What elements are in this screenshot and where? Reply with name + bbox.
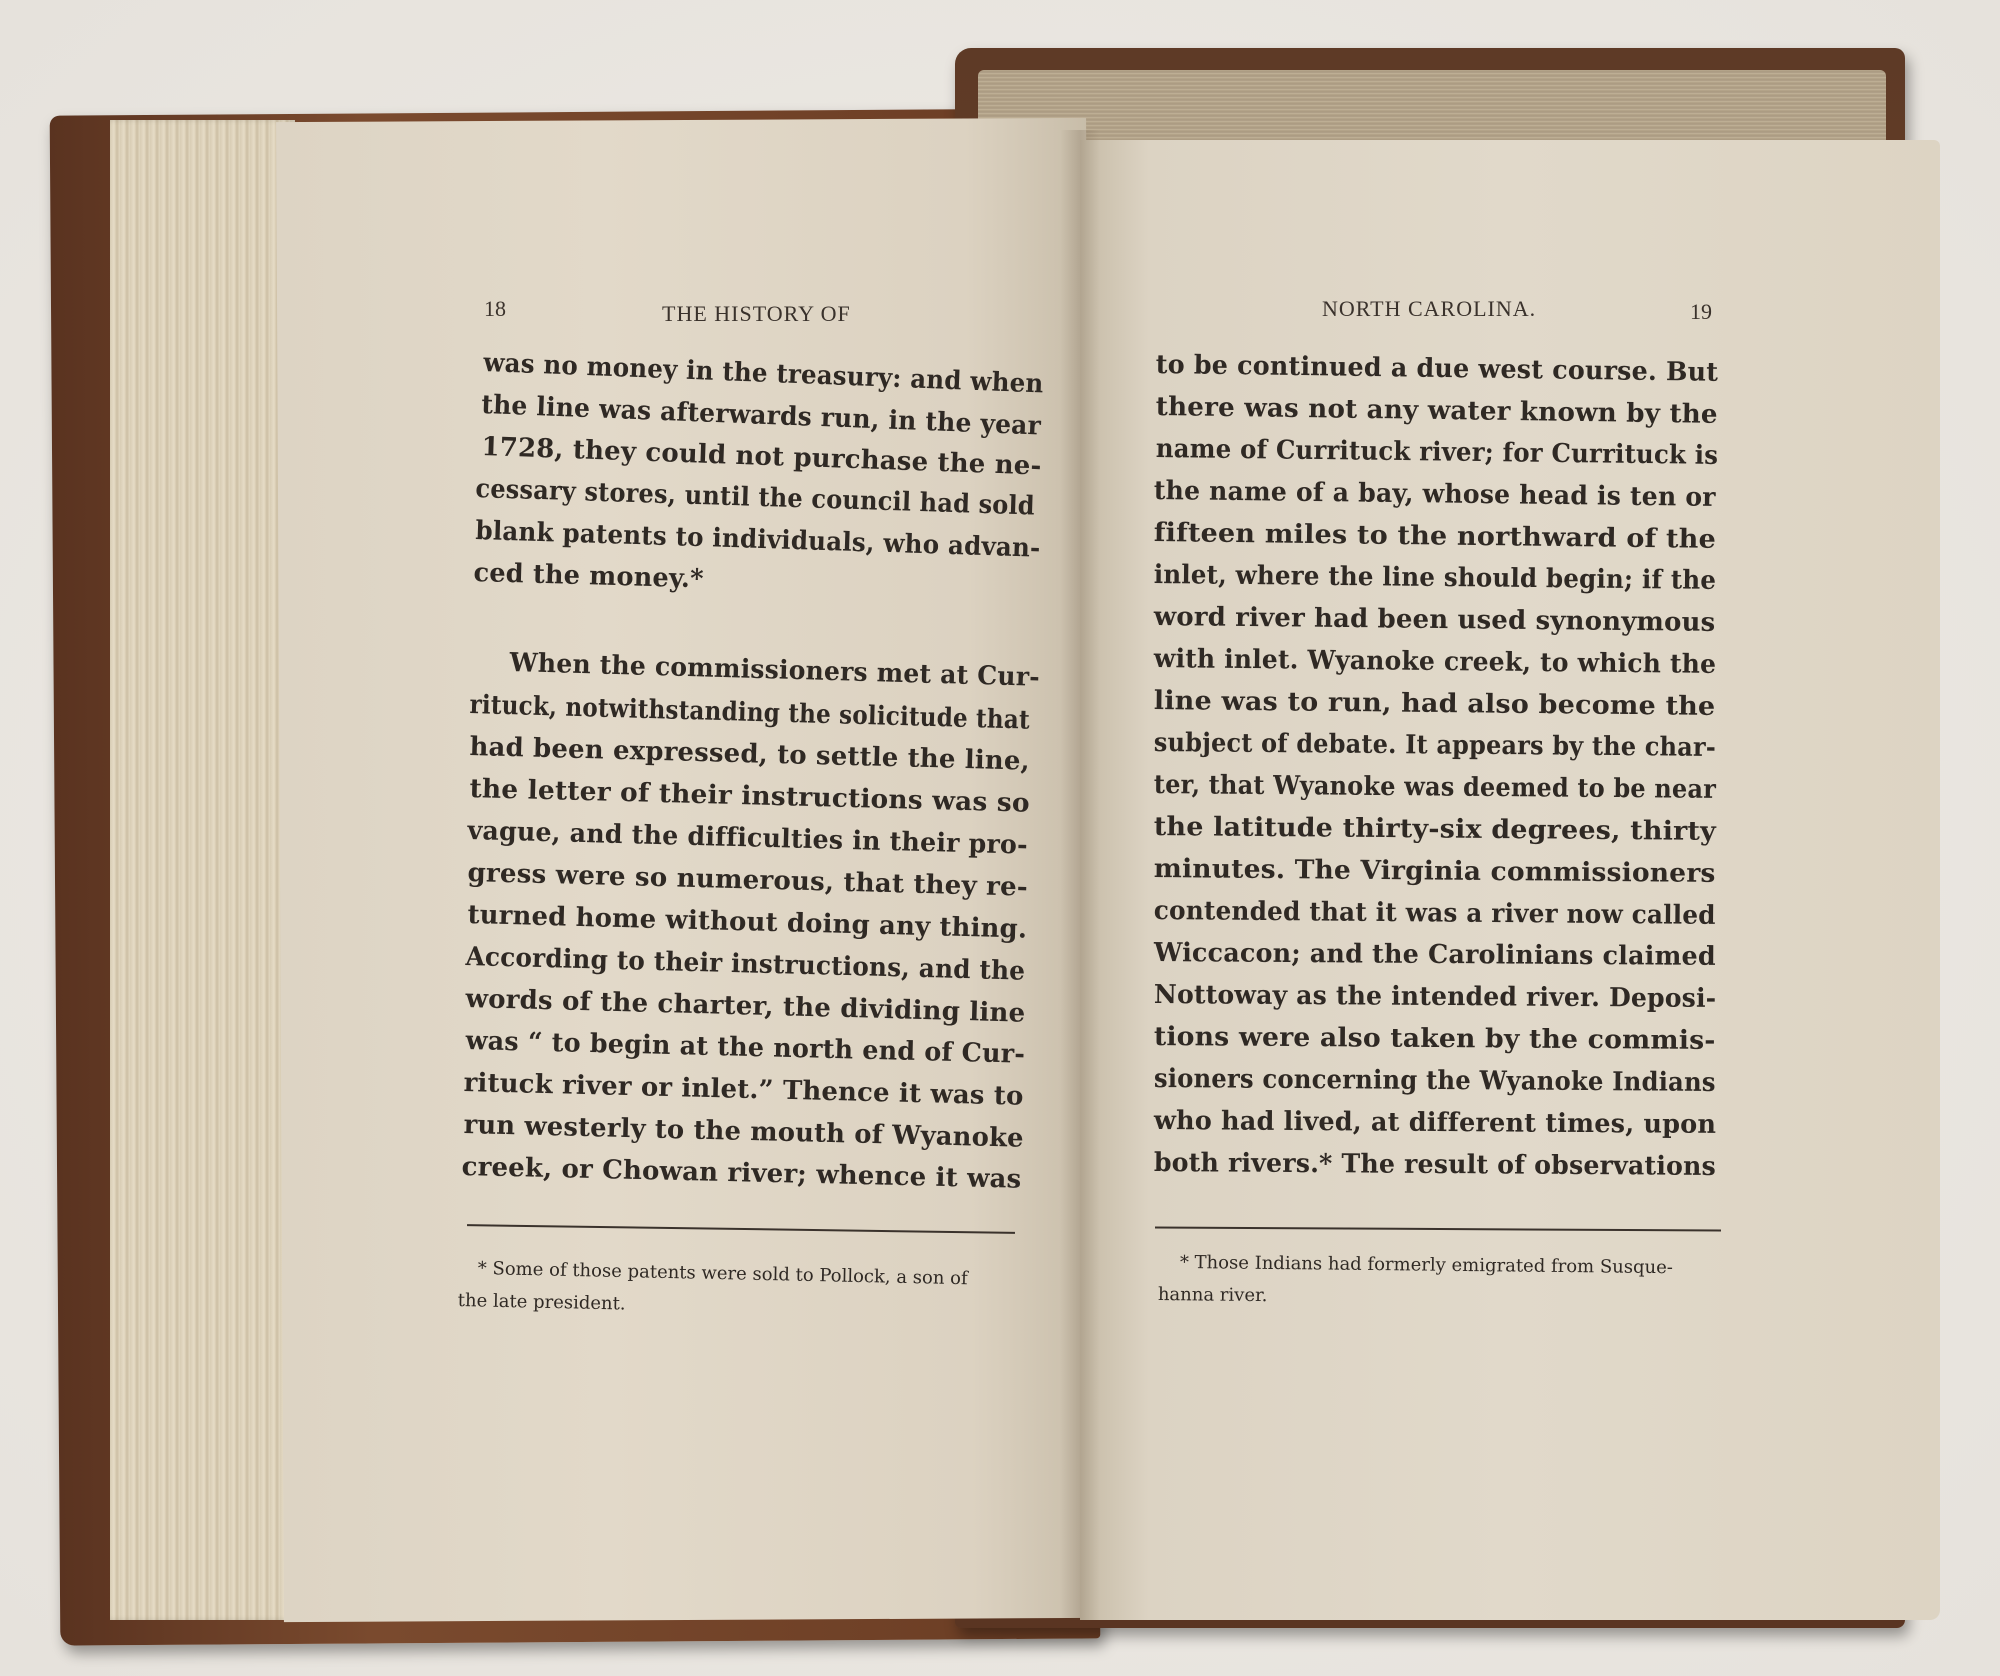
body-text-line: ced the money.*: [473, 558, 705, 595]
body-text-line: name of Currituck river; for Currituck is: [1155, 434, 1719, 471]
body-text-line: word river had been used synonymous: [1153, 602, 1716, 638]
body-text-line: Nottoway as the intended river. Deposi-: [1153, 980, 1717, 1014]
body-text-line: the line was afterwards run, in the year: [480, 390, 1042, 442]
page-edges-top: [978, 70, 1886, 150]
body-text-line: inlet, where the line should begin; if the: [1153, 560, 1717, 596]
body-text-line: turned home without doing any thing.: [467, 900, 1028, 945]
page-stack-left: [110, 120, 295, 1620]
body-text-line: words of the charter, the dividing line: [465, 984, 1026, 1029]
body-text-line: contended that it was a river now called: [1153, 896, 1716, 931]
body-text-line: the latitude thirty-six degrees, thirty: [1153, 812, 1717, 847]
left-footnote-line-2: the late president.: [457, 1290, 626, 1315]
body-text-line: tions were also taken by the commis-: [1153, 1022, 1716, 1056]
body-text-line: ter, that Wyanoke was deemed to be near: [1153, 770, 1717, 805]
body-text-line: there was not any water known by the: [1155, 392, 1718, 430]
body-text-line: the letter of their instructions was so: [469, 774, 1031, 819]
body-text-line: According to their instructions, and the: [465, 942, 1026, 987]
body-text-line: sioners concerning the Wyanoke Indians: [1153, 1064, 1716, 1098]
body-text-line: both rivers.* The result of observations: [1153, 1148, 1717, 1182]
body-text-line: who had lived, at different times, upon: [1153, 1106, 1717, 1140]
right-footnote-line-2: hanna river.: [1157, 1284, 1268, 1307]
body-text-line: had been expressed, to settle the line,: [469, 732, 1031, 777]
body-text-line: blank patents to individuals, who advan-: [475, 516, 1041, 564]
body-text-line: subject of debate. It appears by the char-: [1153, 728, 1717, 763]
body-text-line: cessary stores, until the council had sold: [475, 474, 1036, 522]
body-text-line: 1728, they could not purchase the ne-: [480, 432, 1042, 482]
body-text-line: Wiccacon; and the Carolinians claimed: [1153, 938, 1716, 972]
body-text-line: to be continued a due west course. But: [1155, 350, 1719, 388]
body-text-line: rituck, notwithstanding the solicitude that: [469, 690, 1031, 736]
body-text-line: run westerly to the mouth of Wyanoke: [463, 1110, 1025, 1154]
left-page-number: 18: [484, 296, 506, 321]
body-text-line: was “ to begin at the north end of Cur-: [465, 1026, 1026, 1070]
right-running-head: NORTH CAROLINA.: [1322, 296, 1537, 321]
right-footnote-line-1: * Those Indians had formerly emigrated from Susque-: [1179, 1252, 1674, 1279]
body-text-line: rituck river or inlet.” Thence it was to: [463, 1068, 1024, 1112]
body-text-line: When the commissioners met at Cur-: [509, 648, 1041, 693]
body-text-line: fifteen miles to the northward of the: [1153, 518, 1717, 555]
left-running-head: THE HISTORY OF: [662, 301, 851, 326]
body-text-line: gress were so numerous, that they re-: [467, 858, 1029, 903]
book-gutter: [1060, 130, 1100, 1620]
body-text-line: with inlet. Wyanoke creek, to which the: [1153, 644, 1717, 680]
body-text-line: minutes. The Virginia commissioners: [1153, 854, 1716, 889]
body-text-line: line was to run, had also become the: [1153, 686, 1716, 722]
right-page-number: 19: [1690, 299, 1712, 324]
body-text-line: creek, or Chowan river; whence it was: [461, 1152, 1022, 1195]
body-text-line: vague, and the difficulties in their pro-: [467, 816, 1029, 861]
left-footnote-line-1: * Some of those patents were sold to Pollock, a son of: [477, 1258, 968, 1290]
body-text-line: the name of a bay, whose head is ten or: [1153, 476, 1716, 513]
body-text-line: was no money in the treasury: and when: [482, 348, 1044, 400]
